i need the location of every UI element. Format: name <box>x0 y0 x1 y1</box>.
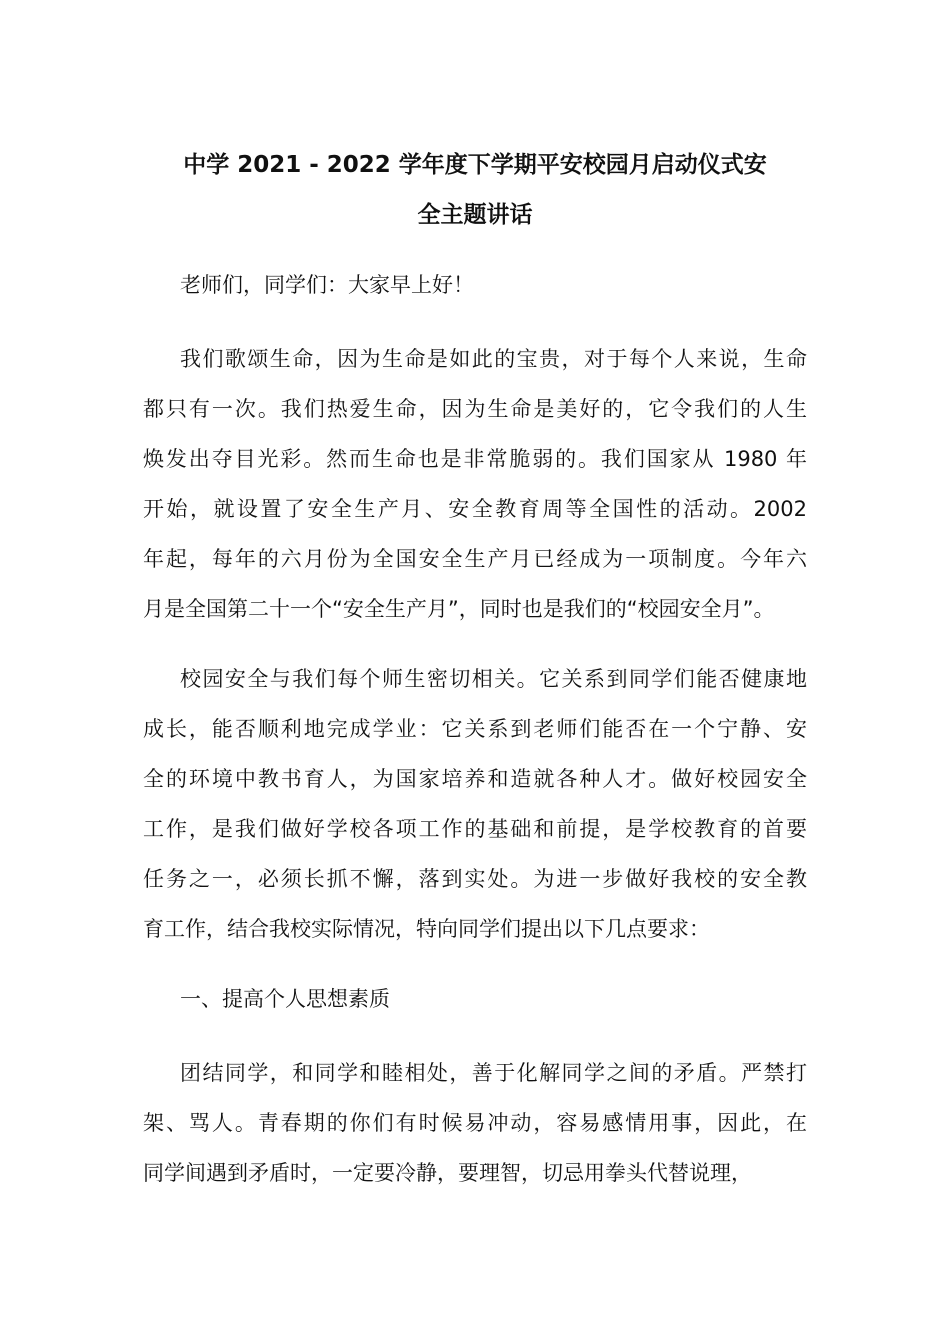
paragraph-1-line-3: 焕发出夺目光彩。然而生命也是非常脆弱的。我们国家从 1980 年 <box>143 447 807 471</box>
paragraph-1-line-1: 我们歌颂生命，因为生命是如此的宝贵，对于每个人来说，生命 <box>180 347 807 371</box>
paragraph-3 <box>143 1048 807 1198</box>
paragraph-2 <box>143 654 807 954</box>
paragraph-2-line-4: 工作，是我们做好学校各项工作的基础和前提，是学校教育的首要 <box>143 817 807 841</box>
paragraph-1-line-4: 开始，就设置了安全生产月、安全教育周等全国性的活动。2002 <box>143 497 807 521</box>
paragraph-3-line-3: 同学间遇到矛盾时，一定要冷静，要理智，切忌用拳头代替说理， <box>143 1161 752 1185</box>
paragraph-3-line-1: 团结同学，和同学和睦相处，善于化解同学之间的矛盾。严禁打 <box>180 1061 807 1085</box>
section-heading-1 <box>143 974 807 1024</box>
title-line-2: 全主题讲话 <box>417 202 533 228</box>
paragraph-2-line-2: 成长，能否顺利地完成学业：它关系到老师们能否在一个宁静、安 <box>143 717 807 741</box>
greeting <box>143 260 807 310</box>
paragraph-1 <box>143 334 807 634</box>
paragraph-2-line-6: 育工作，结合我校实际情况，特向同学们提出以下几点要求： <box>143 917 710 941</box>
paragraph-1-line-5: 年起，每年的六月份为全国安全生产月已经成为一项制度。今年六 <box>143 547 807 571</box>
section-heading-1-text: 一、提高个人思想素质 <box>180 987 390 1011</box>
paragraph-3-line-2: 架、骂人。青春期的你们有时候易冲动，容易感情用事，因此，在 <box>143 1111 807 1135</box>
paragraph-2-line-3: 全的环境中教书育人，为国家培养和造就各种人才。做好校园安全 <box>143 767 807 791</box>
paragraph-1-line-2: 都只有一次。我们热爱生命，因为生命是美好的，它令我们的人生 <box>143 397 807 421</box>
paragraph-2-line-1: 校园安全与我们每个师生密切相关。它关系到同学们能否健康地 <box>180 667 807 691</box>
document-title <box>143 140 807 240</box>
paragraph-1-line-6: 月是全国第二十一个“安全生产月”，同时也是我们的“校园安全月”。 <box>143 597 775 621</box>
title-line-1: 中学 2021 - 2022 学年度下学期平安校园月启动仪式安 <box>183 152 767 178</box>
paragraph-2-line-5: 任务之一，必须长抓不懈，落到实处。为进一步做好我校的安全教 <box>143 867 807 891</box>
greeting-text: 老师们，同学们：大家早上好！ <box>180 273 474 297</box>
